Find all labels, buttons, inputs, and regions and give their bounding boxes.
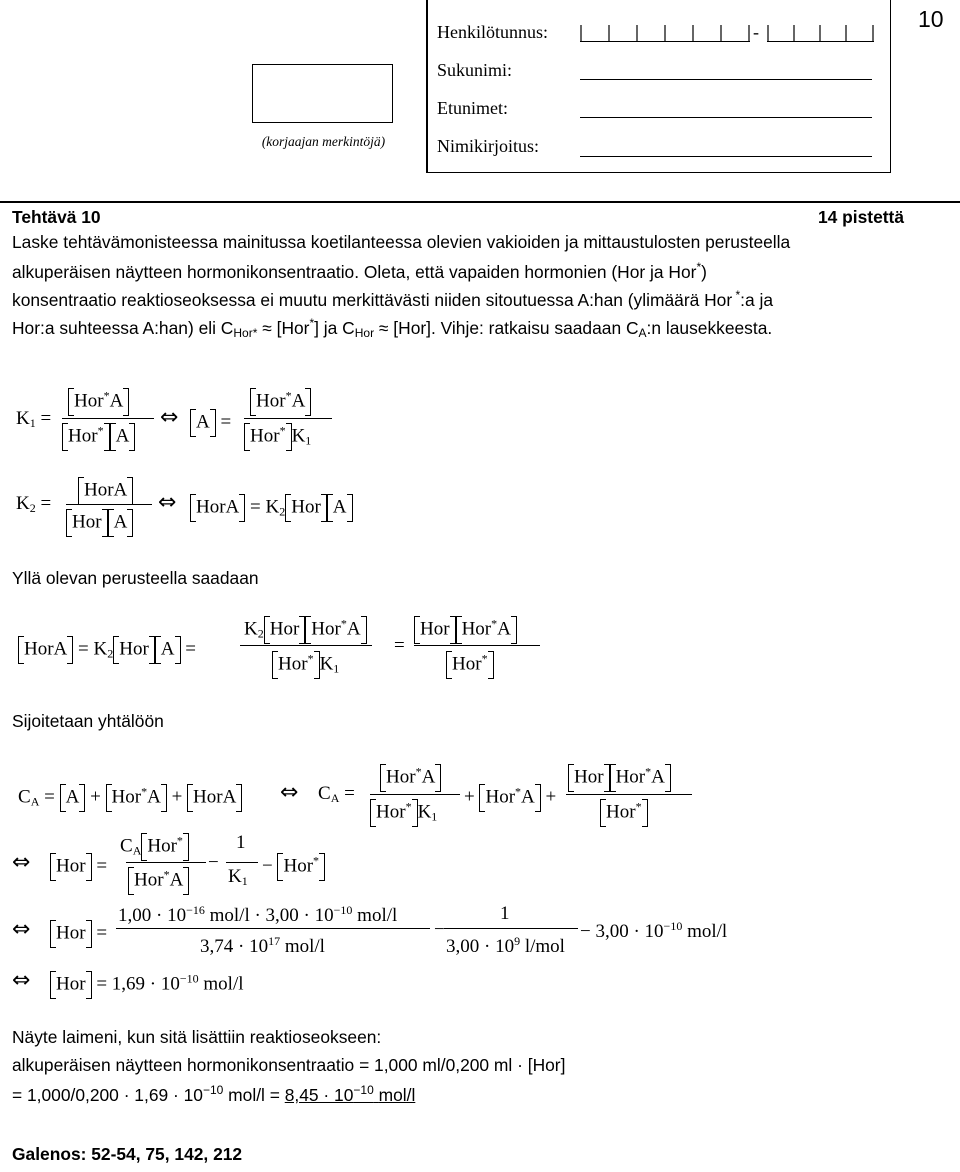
section-divider bbox=[0, 201, 960, 203]
text-substitute: Sijoitetaan yhtälöön bbox=[12, 711, 164, 731]
grader-box bbox=[252, 64, 393, 123]
dilution-line-1: Näyte laimeni, kun sitä lisättiin reaktioseokseen: bbox=[12, 1027, 382, 1047]
task-text-line-1: Laske tehtävämonisteessa mainitussa koetilanteessa olevien vakioiden ja mittaustulosten perusteella bbox=[12, 232, 791, 252]
sources: Galenos: 52-54, 75, 142, 212 bbox=[12, 1144, 243, 1164]
personal-id-check-boxes bbox=[767, 23, 874, 42]
first-names-field[interactable] bbox=[580, 117, 872, 118]
personal-id-check-field[interactable] bbox=[767, 23, 874, 42]
task-points: 14 pistettä bbox=[818, 207, 905, 227]
final-answer: $8,45 \cdot 10^{-10}$ mol/l bbox=[284, 1083, 416, 1105]
text-above: Yllä olevan perusteella saadaan bbox=[12, 568, 259, 588]
task-title: Tehtävä 10 bbox=[12, 207, 101, 227]
dilution-line-2: alkuperäisen näytteen hormonikonsentraatio = 1,000 ml/0,200 ml · [Hor] bbox=[12, 1055, 566, 1075]
surname-field[interactable] bbox=[580, 79, 872, 80]
signature-label: Nimikirjoitus: bbox=[437, 136, 540, 156]
signature-field[interactable] bbox=[580, 156, 872, 157]
personal-id-field[interactable] bbox=[580, 23, 750, 42]
dilution-line-3: = $1,000/0,200 \cdot 1,69 \cdot 10^{-10}$ $mol/l = 8,45 \cdot 10^{-10}$ mol/l bbox=[12, 1083, 416, 1105]
task-text-line-2: alkuperäisen näytteen hormonikonsentraatio. Oleta, että vapaiden hormonien (Hor ja Hor*) bbox=[12, 260, 707, 282]
personal-id-label: Henkilötunnus: bbox=[437, 22, 548, 42]
task-text-line-3: konsentraatio reaktioseoksessa ei muutu merkittävästi niiden sitoutuessa A:han (ylimäärä Hor *:a ja bbox=[12, 288, 774, 310]
surname-label: Sukunimi: bbox=[437, 60, 513, 80]
first-names-label: Etunimet: bbox=[437, 98, 508, 118]
task-text-line-4: Hor:a suhteessa A:han) eli $C_{Hor*} \approx [Hor^*]$ ja $C_{Hor} \approx [Hor]$. Vihje: ratkaisu saadaan $C_A:n$ lausekkeesta. bbox=[12, 316, 773, 340]
personal-id-separator: - bbox=[753, 22, 759, 42]
page-number: 10 bbox=[918, 6, 944, 32]
personal-id-digit-boxes bbox=[580, 23, 750, 42]
grader-box-label: (korjaajan merkintöjä) bbox=[261, 134, 386, 149]
